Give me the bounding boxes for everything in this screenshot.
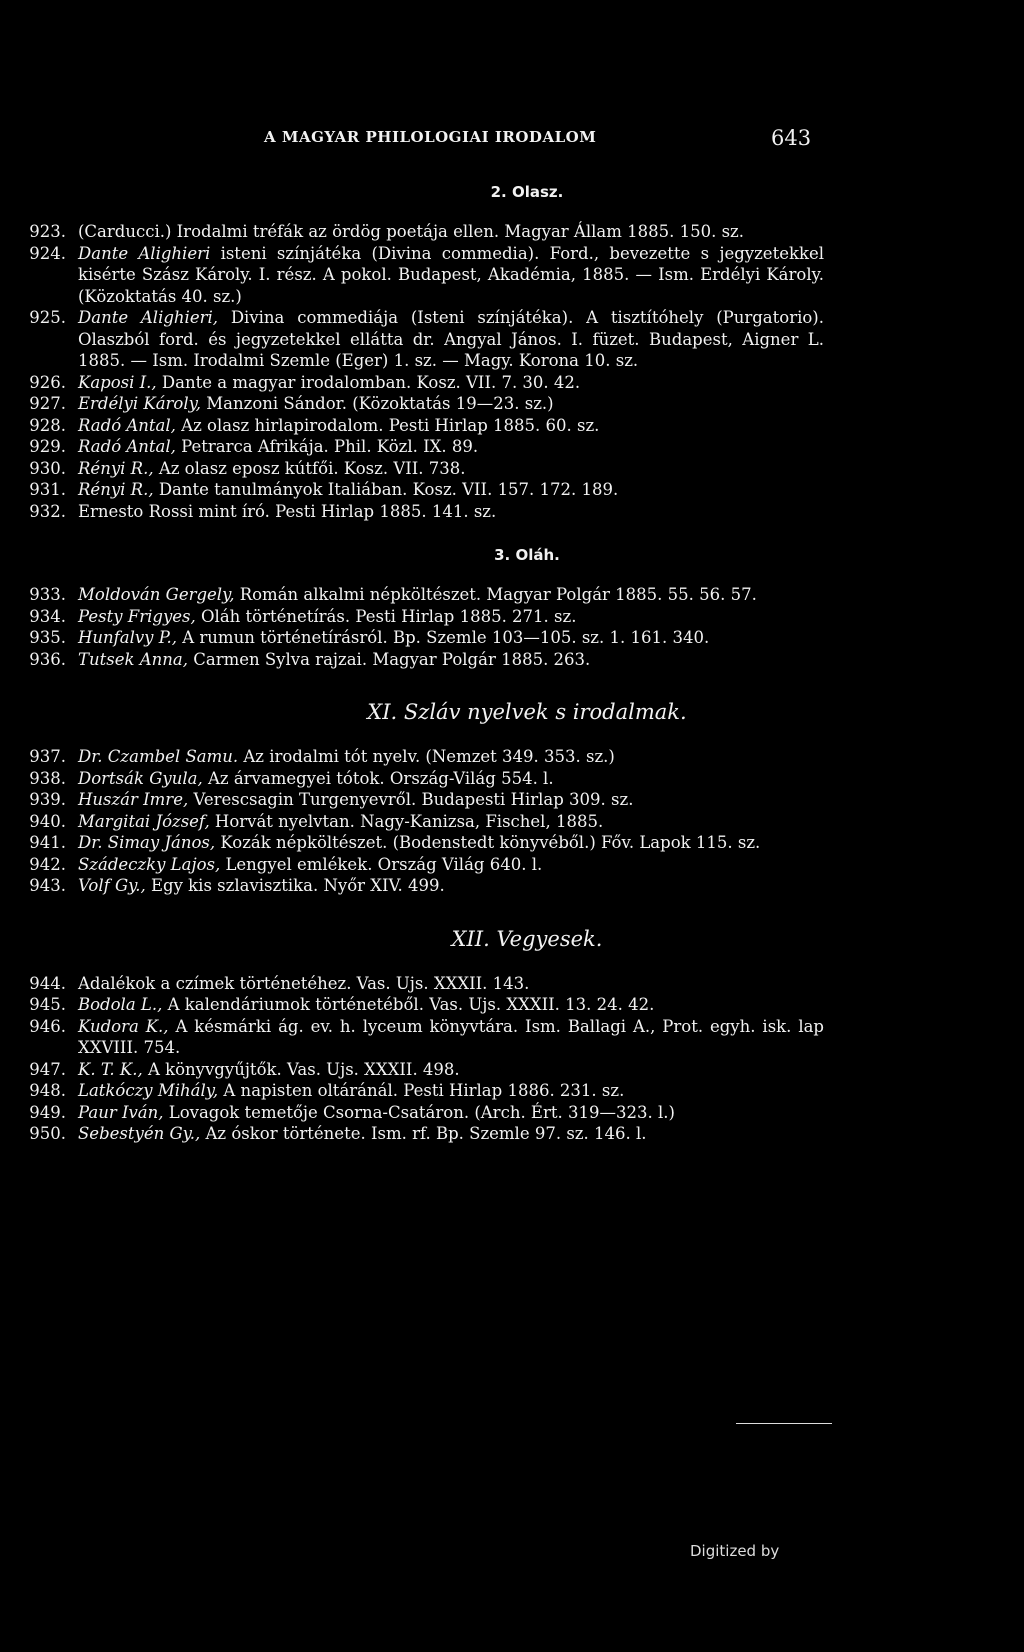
entry-citation: Az óskor története. Ism. rf. Bp. Szemle 97. sz. 146. l. <box>200 1124 647 1143</box>
entry-number: 925. <box>29 308 66 327</box>
entry-citation: Divina commediája (Isteni színjátéka). A tisztítóhely (Purgatorio). Olaszból ford. és jegyzetekkel ellátta dr. Angyal János. I. füzet. Budapest, Aigner L. 1885. — Ism. Irodalmi Szemle (Eger) 1. sz. — Magy. Korona 10. sz. <box>78 308 824 370</box>
entry-citation: A késmárki ág. ev. h. lyceum könyvtára. Ism. Ballagi A., Prot. egyh. isk. lap XXVIII. 754. <box>78 1016 824 1057</box>
entry-author: Tutsek Anna, <box>78 649 188 669</box>
entry-number: 945. <box>29 995 66 1014</box>
bibliography-entry <box>0 994 1024 1016</box>
entry-number: 939. <box>29 790 66 809</box>
entry-text <box>78 627 824 649</box>
entry-citation: Lovagok temetője Csorna-Csatáron. (Arch. Ért. 319—323. l.) <box>163 1102 675 1122</box>
entry-number: 942. <box>29 854 66 874</box>
entry-text <box>78 415 824 437</box>
entry-citation: isteni színjátéka (Divina commedia). Ford., bevezette s jegyzetekkel kisérte Szász Károly. I. rész. A pokol. Budapest, Akadémia, 1885. — Ism. Erdélyi Károly. (Közoktatás 40. sz.) <box>78 243 824 306</box>
bibliography-entry <box>0 436 1024 458</box>
bibliography-entry <box>0 243 1024 308</box>
entry-text <box>78 1102 824 1124</box>
entry-text <box>78 307 824 372</box>
bibliography-entry <box>0 649 1024 671</box>
bibliography-entry <box>0 627 1024 649</box>
bibliography-entry <box>0 768 1024 790</box>
end-rule <box>736 1423 832 1424</box>
entry-citation: A rumun történetírásról. Bp. Szemle 103—105. sz. 1. 161. 340. <box>177 628 710 647</box>
entry-number: 936. <box>29 649 66 669</box>
entry-text <box>78 584 824 606</box>
entry-citation: (Carducci.) Irodalmi tréfák az ördög poetája ellen. Magyar Állam 1885. 150. sz. <box>78 222 744 241</box>
entry-citation: Manzoni Sándor. (Közoktatás 19—23. sz.) <box>201 394 554 413</box>
entry-number: 932. <box>29 501 66 521</box>
entry-citation: Adalékok a czímek történetéhez. Vas. Ujs. XXXII. 143. <box>78 973 530 993</box>
entry-text <box>78 606 824 628</box>
entry-number: 937. <box>29 747 66 766</box>
entry-author: Kudora K., <box>78 1016 169 1036</box>
entry-citation: Egy kis szlavisztika. Nyőr XIV. 499. <box>145 876 445 895</box>
entry-citation: Ernesto Rossi mint író. Pesti Hirlap 1885. 141. sz. <box>78 501 497 521</box>
bibliography-entry <box>0 479 1024 501</box>
entry-number: 933. <box>29 585 66 604</box>
entry-number: 930. <box>29 458 66 478</box>
entry-text <box>78 372 824 394</box>
entry-author: Dr. Simay János, <box>78 833 216 852</box>
entry-text <box>78 1080 824 1102</box>
bibliography-entry <box>0 746 1024 768</box>
entry-citation: Carmen Sylva rajzai. Magyar Polgár 1885. 263. <box>188 649 591 669</box>
entry-list <box>0 221 1024 522</box>
entry-citation: Oláh történetírás. Pesti Hirlap 1885. 271. sz. <box>195 606 577 626</box>
entry-text <box>78 789 824 811</box>
entry-number: 927. <box>29 394 66 413</box>
entry-text <box>78 393 824 415</box>
entry-number: 949. <box>29 1102 66 1122</box>
entry-author: Volf Gy., <box>78 876 146 895</box>
entry-number: 926. <box>29 372 66 392</box>
entry-author: Bodola L., <box>78 995 163 1014</box>
entry-author: Moldován Gergely, <box>78 585 235 604</box>
entry-author: Erdélyi Károly, <box>78 394 202 413</box>
entry-text <box>78 1123 824 1145</box>
entry-text <box>78 746 824 768</box>
entry-number: 943. <box>29 876 66 895</box>
section-heading: 2. Olasz. <box>490 183 564 201</box>
page-header <box>0 126 1024 156</box>
entry-text <box>78 649 824 671</box>
entry-number: 934. <box>29 606 66 626</box>
bibliography-entry <box>0 811 1024 833</box>
entry-author: Radó Antal, <box>78 437 176 456</box>
bibliography-entry <box>0 832 1024 854</box>
entry-citation: A könyvgyűjtők. Vas. Ujs. XXXII. 498. <box>142 1059 460 1079</box>
page-number: 643 <box>771 126 812 150</box>
section-heading: XI. Szláv nyelvek s irodalmak. <box>367 700 687 724</box>
bibliography-entry <box>0 606 1024 628</box>
entry-author: Szádeczky Lajos, <box>78 854 221 874</box>
entry-author: Margitai József, <box>78 811 210 831</box>
entry-author: K. T. K., <box>78 1059 143 1079</box>
entry-author: Huszár Imre, <box>78 790 189 809</box>
entry-text <box>78 501 824 523</box>
entry-number: 924. <box>29 243 66 263</box>
entry-text <box>78 973 824 995</box>
entry-citation: Az olasz eposz kútfői. Kosz. VII. 738. <box>153 458 466 478</box>
entry-citation: Kozák népköltészet. (Bodenstedt könyvéből.) Főv. Lapok 115. sz. <box>215 833 761 852</box>
entry-citation: Az árvamegyei tótok. Ország-Világ 554. l. <box>202 768 554 788</box>
entry-text <box>78 243 824 308</box>
entry-text <box>78 1016 824 1059</box>
entry-citation: Dante a magyar irodalomban. Kosz. VII. 7. 30. 42. <box>156 372 581 392</box>
entry-author: Hunfalvy P., <box>78 628 177 647</box>
entry-number: 940. <box>29 811 66 831</box>
bibliography-entry <box>0 1016 1024 1059</box>
bibliography-entry <box>0 458 1024 480</box>
entry-list <box>0 973 1024 1145</box>
entry-author: Pesty Frigyes, <box>78 606 196 626</box>
entry-number: 941. <box>29 833 66 852</box>
entry-text <box>78 479 824 501</box>
entry-author: Rényi R., <box>78 480 154 499</box>
bibliography-entry <box>0 221 1024 243</box>
bibliography-entry <box>0 584 1024 606</box>
entry-text <box>78 458 824 480</box>
entry-author: Rényi R., <box>78 458 154 478</box>
entry-author: Latkóczy Mihály, <box>78 1081 219 1100</box>
entry-author: Radó Antal, <box>78 415 176 435</box>
entry-number: 928. <box>29 415 66 435</box>
entry-number: 950. <box>29 1124 66 1143</box>
section-heading: XII. Vegyesek. <box>451 926 603 951</box>
bibliography-entry <box>0 501 1024 523</box>
entry-number: 929. <box>29 437 66 456</box>
entry-citation: Horvát nyelvtan. Nagy-Kanizsa, Fischel, 1885. <box>209 811 604 831</box>
entry-text <box>78 1059 824 1081</box>
bibliography-entry <box>0 307 1024 372</box>
entry-author: Dante Alighieri <box>78 243 211 263</box>
bibliography-entry <box>0 973 1024 995</box>
entry-author: Dr. Czambel Samu. <box>78 747 239 766</box>
bibliography-entry <box>0 1080 1024 1102</box>
entry-citation: Petrarca Afrikája. Phil. Közl. IX. 89. <box>175 437 479 456</box>
bibliography-entry <box>0 1102 1024 1124</box>
bibliography-entry <box>0 1059 1024 1081</box>
entry-text <box>78 768 824 790</box>
entry-text <box>78 854 824 876</box>
entry-number: 947. <box>29 1059 66 1079</box>
entry-text <box>78 994 824 1016</box>
entry-citation: A napisten oltáránál. Pesti Hirlap 1886. 231. sz. <box>218 1081 625 1100</box>
entry-author: Paur Iván, <box>78 1102 164 1122</box>
bibliography-entry <box>0 789 1024 811</box>
bibliography-entry <box>0 854 1024 876</box>
entry-citation: Verescsagin Turgenyevről. Budapesti Hirlap 309. sz. <box>188 790 634 809</box>
entry-number: 935. <box>29 628 66 647</box>
entry-text <box>78 875 824 897</box>
section-gap <box>0 522 1024 546</box>
entry-author: Kaposi I., <box>78 372 157 392</box>
entry-text <box>78 832 824 854</box>
entry-citation: Lengyel emlékek. Ország Világ 640. l. <box>220 854 543 874</box>
bibliography-entry <box>0 875 1024 897</box>
bibliography-entry <box>0 1123 1024 1145</box>
entry-list <box>0 584 1024 670</box>
entry-number: 923. <box>29 222 66 241</box>
entry-text <box>78 221 824 243</box>
entry-list <box>0 746 1024 897</box>
entry-author: Sebestyén Gy., <box>78 1124 201 1143</box>
entry-number: 944. <box>29 973 66 993</box>
entry-citation: Az olasz hirlapirodalom. Pesti Hirlap 1885. 60. sz. <box>175 415 600 435</box>
bibliography-entry <box>0 372 1024 394</box>
entry-author: Dante Alighieri, <box>78 308 219 327</box>
section-heading: 3. Oláh. <box>494 546 560 564</box>
entry-number: 938. <box>29 768 66 788</box>
digitized-by-label: Digitized by <box>690 1542 780 1560</box>
bibliography-entry <box>0 415 1024 437</box>
entry-number: 946. <box>29 1016 66 1036</box>
entry-citation: Román alkalmi népköltészet. Magyar Polgár 1885. 55. 56. 57. <box>234 585 757 604</box>
bibliography-entry <box>0 393 1024 415</box>
entry-citation: A kalendáriumok történetéből. Vas. Ujs. XXXII. 13. 24. 42. <box>162 995 655 1014</box>
entry-number: 931. <box>29 480 66 499</box>
bibliography-content <box>0 183 1024 1145</box>
entry-author: Dortsák Gyula, <box>78 768 203 788</box>
entry-citation: Dante tanulmányok Italiában. Kosz. VII. 157. 172. 189. <box>153 480 619 499</box>
entry-text <box>78 811 824 833</box>
running-title: A MAGYAR PHILOLOGIAI IRODALOM <box>264 128 597 146</box>
entry-citation: Az irodalmi tót nyelv. (Nemzet 349. 353. sz.) <box>238 747 615 766</box>
entry-text <box>78 436 824 458</box>
entry-number: 948. <box>29 1081 66 1100</box>
